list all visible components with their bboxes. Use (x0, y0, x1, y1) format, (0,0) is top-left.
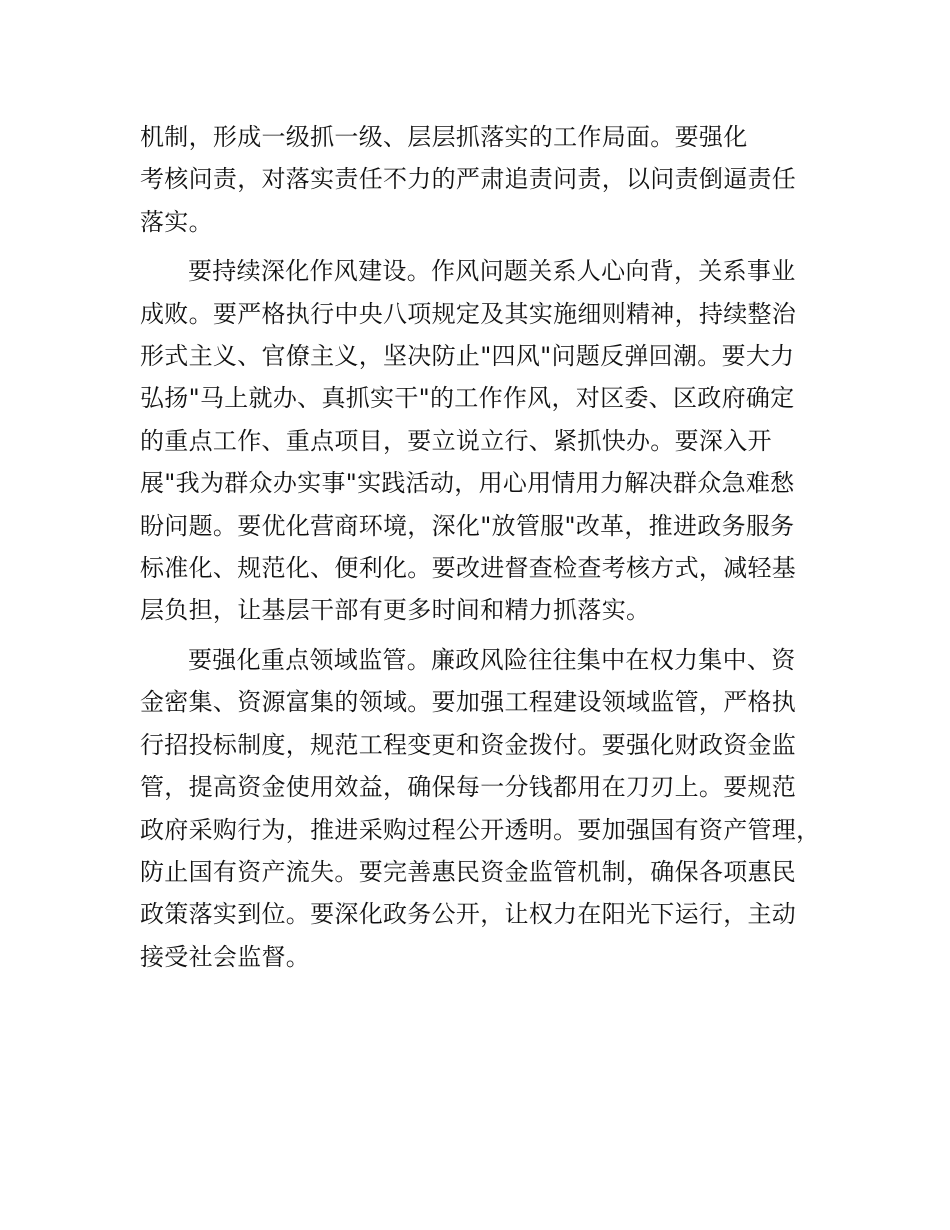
paragraph-line: 标准化、规范化、便利化。要改进督查检查考核方式，减轻基 (140, 554, 797, 583)
paragraph-line: 盼问题。要优化营商环境，深化"放管服"改革，推进政务服务 (140, 511, 795, 540)
paragraph-3 (140, 639, 830, 978)
paragraph-line: 形式主义、官僚主义，坚决防止"四风"问题反弹回潮。要大力 (140, 342, 795, 371)
paragraph-line: 管，提高资金使用效益，确保每一分钱都用在刀刃上。要规范 (140, 773, 797, 802)
paragraph-line: 落实。 (140, 207, 213, 236)
paragraph-line: 金密集、资源富集的领域。要加强工程建设领域监管，严格执 (140, 688, 797, 717)
paragraph-line: 行招投标制度，规范工程变更和资金拨付。要强化财政资金监 (140, 730, 797, 759)
paragraph-line: 成败。要严格执行中央八项规定及其实施细则精神，持续整治 (140, 299, 797, 328)
paragraph-line: 政府采购行为，推进采购过程公开透明。要加强国有资产管理， (140, 815, 821, 844)
paragraph-2 (140, 250, 830, 632)
paragraph-line: 要持续深化作风建设。作风问题关系人心向背，关系事业 (188, 257, 796, 286)
paragraph-line: 防止国有资产流失。要完善惠民资金监管机制，确保各项惠民 (140, 857, 797, 886)
paragraph-line: 层负担，让基层干部有更多时间和精力抓落实。 (140, 596, 651, 625)
paragraph-line: 政策落实到位。要深化政务公开，让权力在阳光下运行，主动 (140, 900, 797, 929)
paragraph-line: 的重点工作、重点项目，要立说立行、紧抓快办。要深入开 (140, 426, 772, 455)
paragraph-line: 要强化重点领域监管。廉政风险往往集中在权力集中、资 (188, 645, 796, 674)
paragraph-line: 接受社会监督。 (140, 942, 311, 971)
paragraph-line: 机制，形成一级抓一级、层层抓落实的工作局面。要强化 (140, 123, 748, 151)
paragraph-line: 展"我为群众办实事"实践活动，用心用情用力解决群众急难愁 (140, 469, 795, 498)
document-body (140, 116, 830, 985)
paragraph-line: 弘扬"马上就办、真抓实干"的工作作风，对区委、区政府确定 (140, 384, 795, 413)
paragraph-line: 考核问责，对落实责任不力的严肃追责问责，以问责倒逼责任 (140, 165, 797, 194)
paragraph-1 (140, 116, 830, 243)
